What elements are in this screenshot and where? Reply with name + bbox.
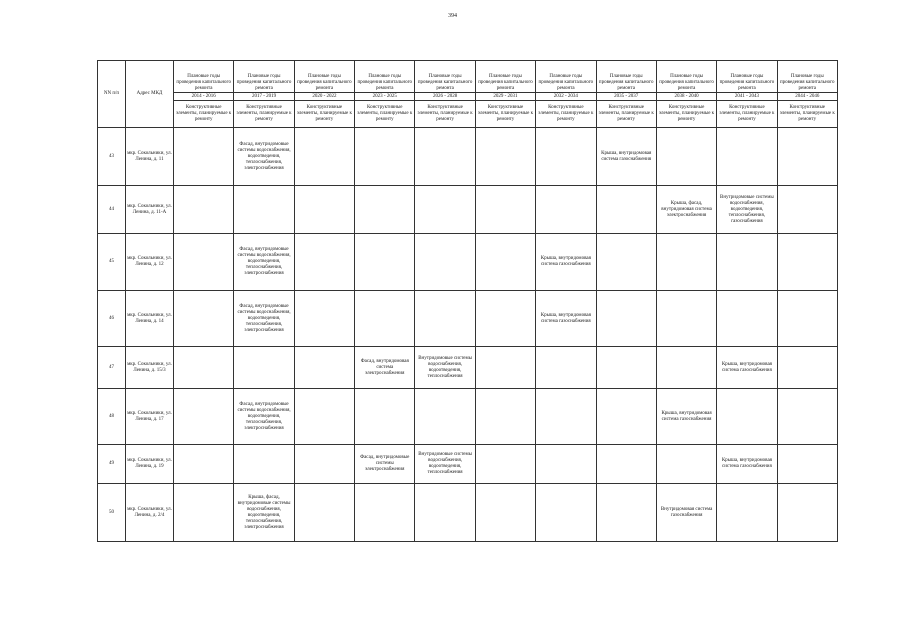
header-elements-cell: Конструктивные элементы, планируемые к ремонту [656,101,716,128]
header-plan-cell: Плановые годы проведения капитального ремонта [777,61,837,93]
repair-elements-cell [536,445,596,484]
header-number: NN п/п [98,61,126,128]
repair-elements-cell: Фасад, внутридомовые системы водоснабжения, водоотведения, теплоснабжения, электроснабжения [234,234,294,291]
header-elements-cell: Конструктивные элементы, планируемые к ремонту [536,101,596,128]
repair-elements-cell [656,128,716,186]
repair-elements-cell [475,445,535,484]
repair-elements-cell [656,347,716,389]
repair-elements-cell [717,484,777,542]
repair-elements-cell [717,389,777,445]
header-plan-cell: Плановые годы проведения капитального ремонта [234,61,294,93]
repair-elements-cell [355,186,415,234]
header-plan-cell: Плановые годы проведения капитального ремонта [475,61,535,93]
repair-elements-cell [294,186,354,234]
repair-elements-cell [174,186,234,234]
row-address: мкр. Сокольники, ул. Ленина, д. 11-А [126,186,174,234]
repair-elements-cell: Фасад, внутридомовые системы водоснабжения, водоотведения, теплоснабжения, электроснабжения [234,389,294,445]
table-row [98,445,838,484]
repair-elements-cell: Крыша, внутридомовая система газоснабжения [536,291,596,347]
row-number: 49 [98,445,126,484]
repair-elements-cell [777,128,837,186]
repair-elements-cell: Внутридомовые системы водоснабжения, водоотведения, теплоснабжения [415,445,475,484]
repair-elements-cell [475,484,535,542]
repair-elements-cell [596,186,656,234]
repair-elements-cell [174,234,234,291]
header-elements-cell: Конструктивные элементы, планируемые к ремонту [234,101,294,128]
repair-elements-cell [415,484,475,542]
row-number: 43 [98,128,126,186]
header-years-cell: 2035 - 2037 [596,93,656,101]
repair-elements-cell [415,234,475,291]
repair-elements-cell [355,234,415,291]
repair-elements-cell [415,186,475,234]
repair-elements-cell [656,291,716,347]
header-years-cell: 2017 - 2019 [234,93,294,101]
header-elements-cell: Конструктивные элементы, планируемые к ремонту [294,101,354,128]
repair-elements-cell [294,445,354,484]
header-elements-cell: Конструктивные элементы, планируемые к ремонту [174,101,234,128]
table-row [98,484,838,542]
header-elements-cell: Конструктивные элементы, планируемые к ремонту [355,101,415,128]
repair-elements-cell [777,186,837,234]
repair-elements-cell: Фасад, внутридомовые системы электроснабжения [355,445,415,484]
repair-elements-cell [475,234,535,291]
repair-elements-cell [174,445,234,484]
header-years-cell: 2041 - 2043 [717,93,777,101]
repair-elements-cell: Внутридомовые системы водоснабжения, водоотведения, теплоснабжения [415,347,475,389]
repair-elements-cell: Фасад, внутридомовые системы водоснабжения, водоотведения, теплоснабжения, электроснабжения [234,128,294,186]
row-address: мкр. Сокольники, ул. Ленина, д. 19 [126,445,174,484]
header-years-cell: 2044 - 2046 [777,93,837,101]
header-elements-row [98,101,838,128]
header-years-cell: 2026 - 2028 [415,93,475,101]
repair-elements-cell [777,347,837,389]
row-number: 44 [98,186,126,234]
repair-elements-cell [656,234,716,291]
table-row [98,347,838,389]
repair-elements-cell [536,128,596,186]
table-row [98,389,838,445]
header-plan-cell: Плановые годы проведения капитального ремонта [717,61,777,93]
repair-elements-cell [174,347,234,389]
repair-elements-cell: Внутридомовая система газоснабжения [656,484,716,542]
header-elements-cell: Конструктивные элементы, планируемые к ремонту [596,101,656,128]
row-address: мкр. Сокольники, ул. Ленина, д. 2/4 [126,484,174,542]
repair-elements-cell [475,389,535,445]
header-years-cell: 2032 - 2034 [536,93,596,101]
repair-elements-cell [234,186,294,234]
repair-elements-cell [536,186,596,234]
header-plan-cell: Плановые годы проведения капитального ремонта [294,61,354,93]
repair-elements-cell [596,291,656,347]
repair-elements-cell [174,291,234,347]
row-number: 45 [98,234,126,291]
table-row [98,128,838,186]
repair-elements-cell [596,484,656,542]
repair-elements-cell [596,389,656,445]
repair-elements-cell [294,128,354,186]
repair-elements-cell [294,484,354,542]
repair-elements-cell [355,484,415,542]
repair-elements-cell [536,484,596,542]
header-address: Адрес МКД [126,61,174,128]
header-plan-cell: Плановые годы проведения капитального ремонта [596,61,656,93]
repair-elements-cell: Крыша, фасад, внутридомовая система электроснабжения [656,186,716,234]
row-number: 46 [98,291,126,347]
header-years-cell: 2038 - 2040 [656,93,716,101]
repair-elements-cell [717,291,777,347]
repair-elements-cell [536,389,596,445]
table-row [98,234,838,291]
repair-elements-cell: Крыша, внутридомовая система газоснабжения [536,234,596,291]
repair-elements-cell [536,347,596,389]
repair-elements-cell: Крыша, внутридомовая система газоснабжения [596,128,656,186]
repair-elements-cell: Крыша, внутридомовая система газоснабжения [717,347,777,389]
repair-elements-cell [475,347,535,389]
repair-elements-cell [355,389,415,445]
repair-elements-cell [475,186,535,234]
repair-elements-cell [294,234,354,291]
repair-elements-cell [717,234,777,291]
header-plan-cell: Плановые годы проведения капитального ремонта [536,61,596,93]
repair-elements-cell [717,128,777,186]
repair-elements-cell [355,128,415,186]
header-years-cell: 2029 - 2031 [475,93,535,101]
row-address: мкр. Сокольники, ул. Ленина, д. 14 [126,291,174,347]
repair-elements-cell [294,347,354,389]
header-plan-cell: Плановые годы проведения капитального ремонта [415,61,475,93]
repair-elements-cell: Крыша, внутридомовая система газоснабжения [656,389,716,445]
repair-elements-cell [234,445,294,484]
header-elements-cell: Конструктивные элементы, планируемые к ремонту [717,101,777,128]
repair-elements-cell [174,128,234,186]
repair-elements-cell [777,389,837,445]
repair-elements-cell [777,484,837,542]
header-plan-cell: Плановые годы проведения капитального ремонта [656,61,716,93]
table-body [98,128,838,542]
capital-repair-table [97,60,838,542]
repair-elements-cell [294,291,354,347]
page-number: 394 [448,13,457,19]
repair-elements-cell [777,291,837,347]
repair-elements-cell: Фасад, внутридомовая система электроснабжения [355,347,415,389]
repair-elements-cell: Фасад, внутридомовые системы водоснабжения, водоотведения, теплоснабжения, электроснабжения [234,291,294,347]
repair-elements-cell: Внутридомовые системы водоснабжения, водоотведения, теплоснабжения, газоснабжения [717,186,777,234]
row-number: 47 [98,347,126,389]
repair-elements-cell [777,445,837,484]
header-years-cell: 2014 - 2016 [174,93,234,101]
header-plan-row [98,61,838,93]
header-years-cell: 2020 - 2022 [294,93,354,101]
repair-elements-cell [475,291,535,347]
repair-elements-cell [174,389,234,445]
repair-elements-cell [355,291,415,347]
row-address: мкр. Сокольники, ул. Ленина, д. 17 [126,389,174,445]
repair-elements-cell [777,234,837,291]
repair-elements-cell: Крыша, внутридомовая система газоснабжения [717,445,777,484]
header-plan-cell: Плановые годы проведения капитального ремонта [174,61,234,93]
repair-elements-cell [415,389,475,445]
table-row [98,291,838,347]
repair-elements-cell [656,445,716,484]
table-row [98,186,838,234]
header-years-cell: 2023 - 2025 [355,93,415,101]
repair-elements-cell: Крыша, фасад, внутридомовые системы водоснабжения, водоотведения, теплоснабжения, электроснабжения [234,484,294,542]
row-number: 50 [98,484,126,542]
repair-elements-cell [294,389,354,445]
repair-elements-cell [596,347,656,389]
header-years-row [98,93,838,101]
header-elements-cell: Конструктивные элементы, планируемые к ремонту [777,101,837,128]
repair-elements-cell [415,291,475,347]
header-elements-cell: Конструктивные элементы, планируемые к ремонту [475,101,535,128]
row-address: мкр. Сокольники, ул. Ленина, д. 15/3 [126,347,174,389]
header-elements-cell: Конструктивные элементы, планируемые к ремонту [415,101,475,128]
header-plan-cell: Плановые годы проведения капитального ремонта [355,61,415,93]
repair-elements-cell [596,234,656,291]
repair-elements-cell [234,347,294,389]
row-address: мкр. Сокольники, ул. Ленина, д. 12 [126,234,174,291]
row-address: мкр. Сокольники, ул. Ленина, д. 11 [126,128,174,186]
repair-elements-cell [596,445,656,484]
repair-elements-cell [174,484,234,542]
repair-elements-cell [475,128,535,186]
repair-elements-cell [415,128,475,186]
row-number: 48 [98,389,126,445]
